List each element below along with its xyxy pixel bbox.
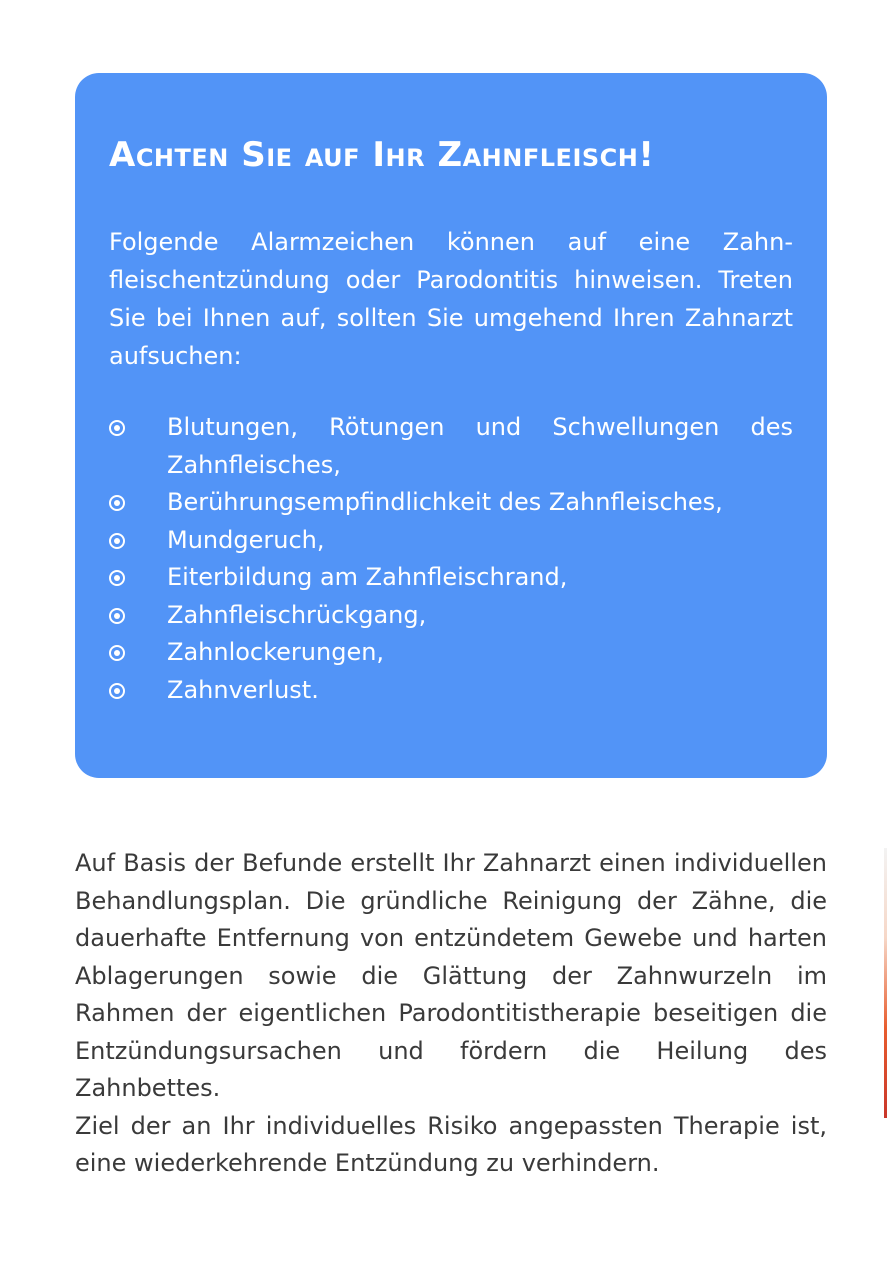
- list-item-label: Zahnlockerungen,: [167, 638, 385, 666]
- circled-dot-icon: [109, 533, 125, 549]
- treatment-text: [75, 845, 827, 1183]
- circled-dot-icon: [109, 495, 125, 511]
- alarm-signs-list: [109, 409, 793, 709]
- list-item: [109, 634, 793, 672]
- box-title: Achten Sie auf Ihr Zahnfleisch!: [109, 135, 655, 175]
- list-item: [109, 597, 793, 635]
- goal-paragraph: Ziel der an Ihr individuelles Risiko angepassten Therapie ist, eine wiederkehrende Entzündung zu verhindern.: [75, 1111, 827, 1177]
- circled-dot-icon: [109, 570, 125, 586]
- circled-dot-icon: [109, 683, 125, 699]
- box-intro-text: Folgende Alarmzeichen können auf eine Zahnfleischentzündung oder Parodontitis hinweisen. Treten Sie bei Ihnen auf, sollten Sie umgehend Ihren Zahnarzt aufsuchen:: [109, 228, 793, 370]
- list-item-label: Berührungsempfindlichkeit des Zahnfleisches,: [167, 488, 723, 516]
- list-item: [109, 672, 793, 710]
- list-item: [109, 522, 793, 560]
- circled-dot-icon: [109, 645, 125, 661]
- list-item: [109, 559, 793, 597]
- list-item-label: Eiterbildung am Zahnfleischrand,: [167, 563, 568, 591]
- list-item-label: Mundgeruch,: [167, 525, 325, 554]
- circled-dot-icon: [109, 608, 125, 624]
- alarm-signs-box: [75, 73, 827, 778]
- list-item: [109, 484, 793, 522]
- circled-dot-icon: [109, 420, 125, 436]
- list-item: [109, 409, 793, 484]
- list-item-label: Zahnfleischrückgang,: [167, 600, 427, 629]
- list-item-label: Blutungen, Rötungen und Schwellungen des Zahnfleisches,: [167, 413, 793, 479]
- list-item-label: Zahnverlust.: [167, 675, 319, 704]
- treatment-paragraph: Auf Basis der Befunde erstellt Ihr Zahnarzt einen individuellen Behandlungsplan. Die gründliche Reinigung der Zähne, die dauerhafte Entfernung von entzündetem Gewebe und harten Ablagerungen sowie die Glättung der Zahnwurzeln im Rahmen der eigentlichen Parodontitistherapie beseitigen die Entzündungsursachen und fördern die Heilung des Zahnbettes.: [75, 849, 827, 1102]
